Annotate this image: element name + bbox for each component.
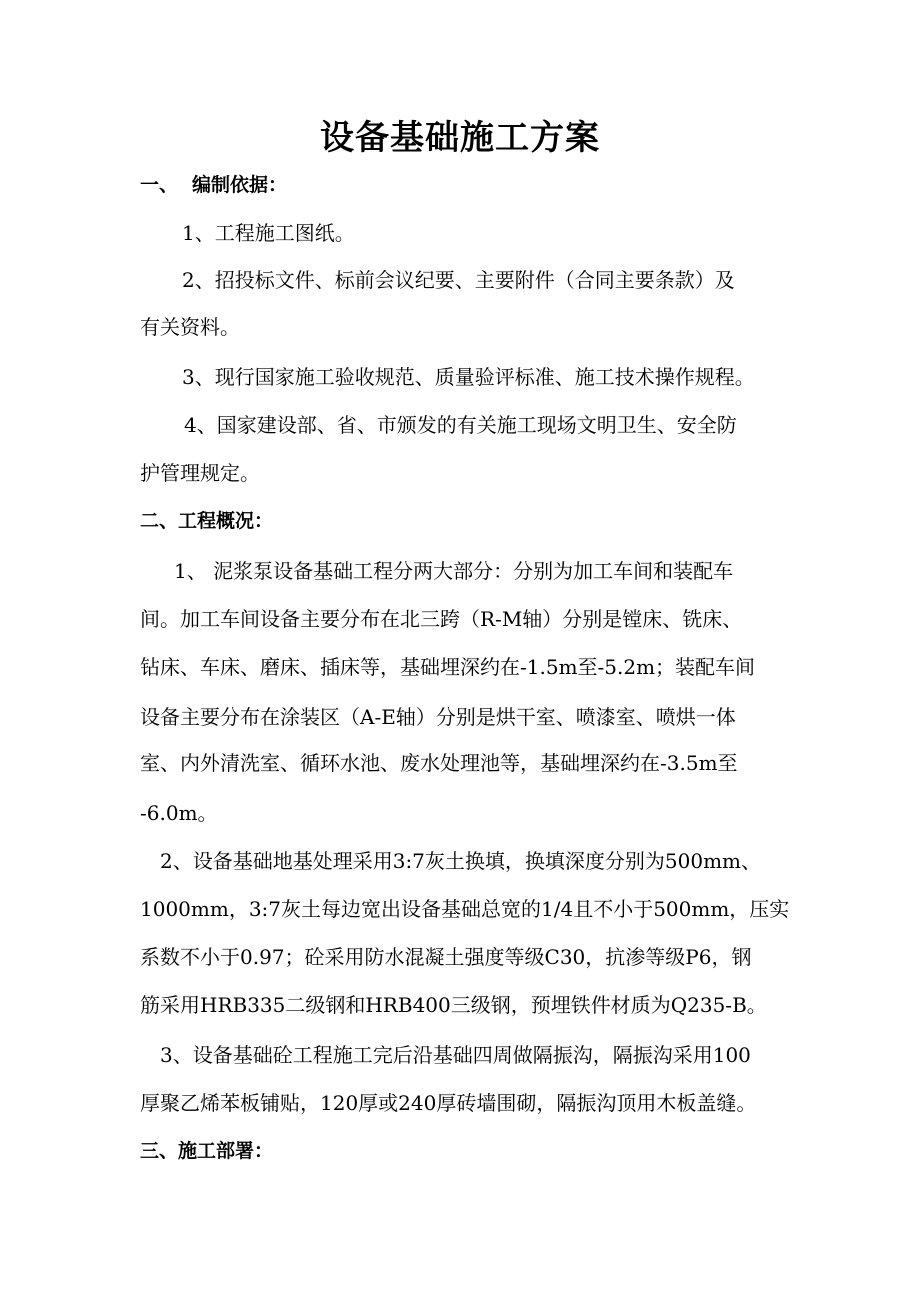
section-1-line-6: 护管理规定。 [140,461,260,485]
section-1-title: 编制依据： [192,174,288,196]
section-2-line-8: 1000mm，3:7灰土每边宽出设备基础总宽的1/4且不小于500mm，压实 [140,897,790,921]
section-1-line-4: 3、现行国家施工验收规范、质量验评标准、施工技术操作规程。 [182,365,755,389]
section-1-line-1: 1、工程施工图纸。 [182,221,355,245]
section-1-line-2: 2、招投标文件、标前会议纪要、主要附件（合同主要条款）及 [182,268,735,292]
section-2-line-12: 厚聚乙烯苯板铺贴，120厚或240厚砖墙围砌，隔振沟顶用木板盖缝。 [140,1091,757,1115]
section-2-line-10: 筋采用HRB335二级钢和HRB400三级钢，预埋铁件材质为Q235-B。 [140,993,767,1017]
section-2-line-9: 系数不小于0.97；砼采用防水混凝土强度等级C30，抗渗等级P6，钢 [140,945,752,969]
section-1-line-3: 有关资料。 [140,315,240,339]
section-heading-2: 二、工程概况： [140,510,274,532]
section-2-line-11: 3、设备基础砼工程施工完后沿基础四周做隔振沟，隔振沟采用100 [160,1043,751,1067]
section-2-line-3: 钻床、车床、磨床、插床等，基础埋深约在-1.5m至-5.2m；装配车间 [140,655,756,679]
section-2-line-6: -6.0m。 [140,801,218,825]
section-heading-1 [140,170,287,200]
document-title: 设备基础施工方案 [320,118,600,158]
section-1-number: 一、 [140,174,179,196]
section-2-line-1: 1、 泥浆泵设备基础工程分两大部分：分别为加工车间和装配车 [174,559,734,583]
section-2-line-7: 2、设备基础地基处理采用3:7灰土换填，换填深度分别为500mm、 [160,849,762,873]
section-1-line-5: 4、国家建设部、省、市颁发的有关施工现场文明卫生、安全防 [184,413,737,437]
section-2-line-2: 间。加工车间设备主要分布在北三跨（R-M轴）分别是镗床、铣床、 [140,607,743,631]
section-2-line-4: 设备主要分布在涂装区（A-E轴）分别是烘干室、喷漆室、喷烘一体 [140,705,736,729]
section-2-line-5: 室、内外清洗室、循环水池、废水处理池等，基础埋深约在-3.5m至 [140,751,738,775]
section-heading-3: 三、施工部署： [140,1140,274,1162]
